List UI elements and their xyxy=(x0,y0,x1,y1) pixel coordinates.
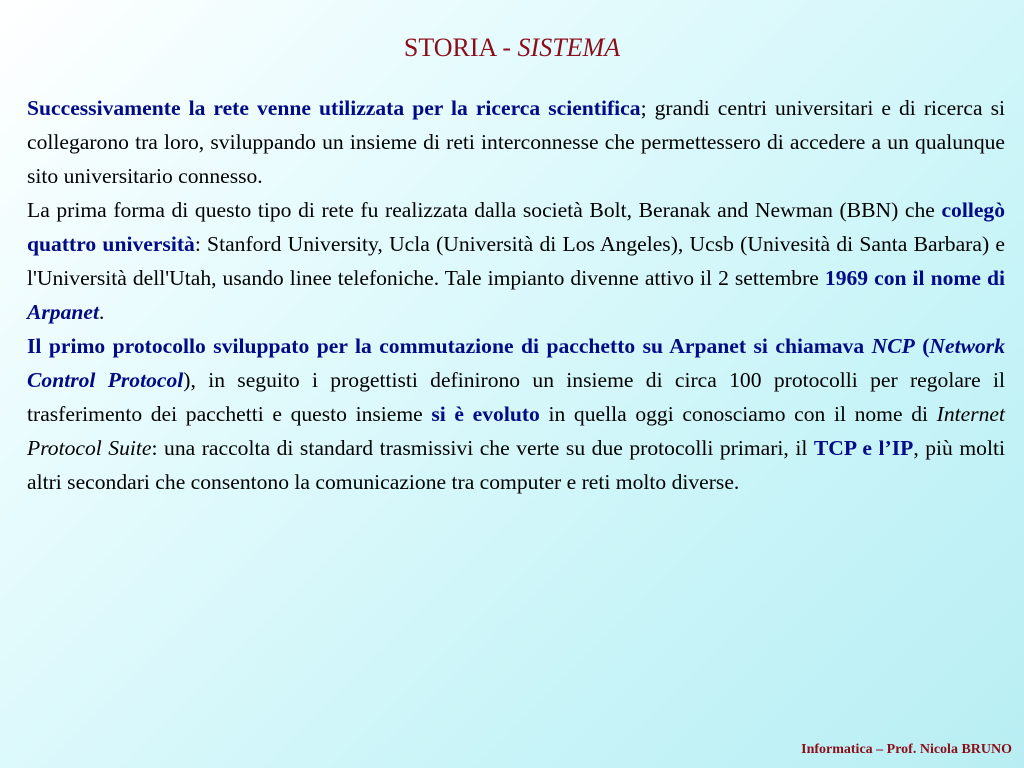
highlight-quattro-universita: collegò quattro università xyxy=(27,198,1005,256)
text-segment: : una raccolta di standard trasmissivi che verte su due protocolli primari, il xyxy=(151,436,814,460)
highlight-paren-open: ( xyxy=(914,334,930,358)
paragraph-protocolli xyxy=(27,329,1005,499)
italic-internet-protocol-suite: Internet Protocol Suite xyxy=(27,402,1005,460)
paragraph-bbn-arpanet xyxy=(27,193,1005,329)
slide-title-main: STORIA - xyxy=(403,33,518,62)
highlight-arpanet: Arpanet xyxy=(27,300,99,324)
text-segment: , più molti altri secondari che consentono la comunicazione tra computer e reti molto diverse. xyxy=(27,436,1005,494)
highlight-ricerca-scientifica: Successivamente la rete venne utilizzata per la ricerca scientifica xyxy=(27,96,641,120)
highlight-1969: 1969 con il nome di xyxy=(824,266,1006,290)
text-segment: . xyxy=(99,300,105,324)
highlight-primo-protocollo: Il primo protocollo sviluppato per la commutazione di pacchetto su Arpanet si chiamava xyxy=(27,334,872,358)
text-segment: La prima forma di questo tipo di rete fu realizzata dalla società Bolt, Beranak and Newman (BBN) che xyxy=(27,198,942,222)
text-segment: ; grandi centri universitari e di ricerca si collegarono tra loro, sviluppando un insieme di reti interconnesse che permettessero di accedere a un qualunque sito universitario connesso. xyxy=(27,96,1005,188)
highlight-si-e-evoluto: si è evoluto xyxy=(431,402,540,426)
text-segment: ), in seguito i progettisti definirono un insieme di circa 100 protocolli per regolare il trasferimento dei pacchetti e questo insieme xyxy=(27,368,1006,426)
highlight-tcp-ip: TCP e l’IP xyxy=(813,436,914,460)
text-segment: : Stanford University, Ucla (Università di Los Angeles), Ucsb (Univesità di Santa Barbara) e l'Università dell'Utah, usando linee telefoniche. Tale impianto divenne attivo il 2 settembre xyxy=(27,232,1005,290)
highlight-ncp: NCP xyxy=(871,334,915,358)
text-segment: in quella oggi conosciamo con il nome di xyxy=(539,402,937,426)
slide-body xyxy=(27,91,1005,499)
footer-credit: Informatica – Prof. Nicola BRUNO xyxy=(801,742,1012,757)
highlight-network-control-protocol: Network Control Protocol xyxy=(27,334,1005,392)
paragraph-ricerca-scientifica xyxy=(27,91,1005,193)
slide-title xyxy=(0,30,1024,66)
slide-title-italic: SISTEMA xyxy=(517,33,621,62)
